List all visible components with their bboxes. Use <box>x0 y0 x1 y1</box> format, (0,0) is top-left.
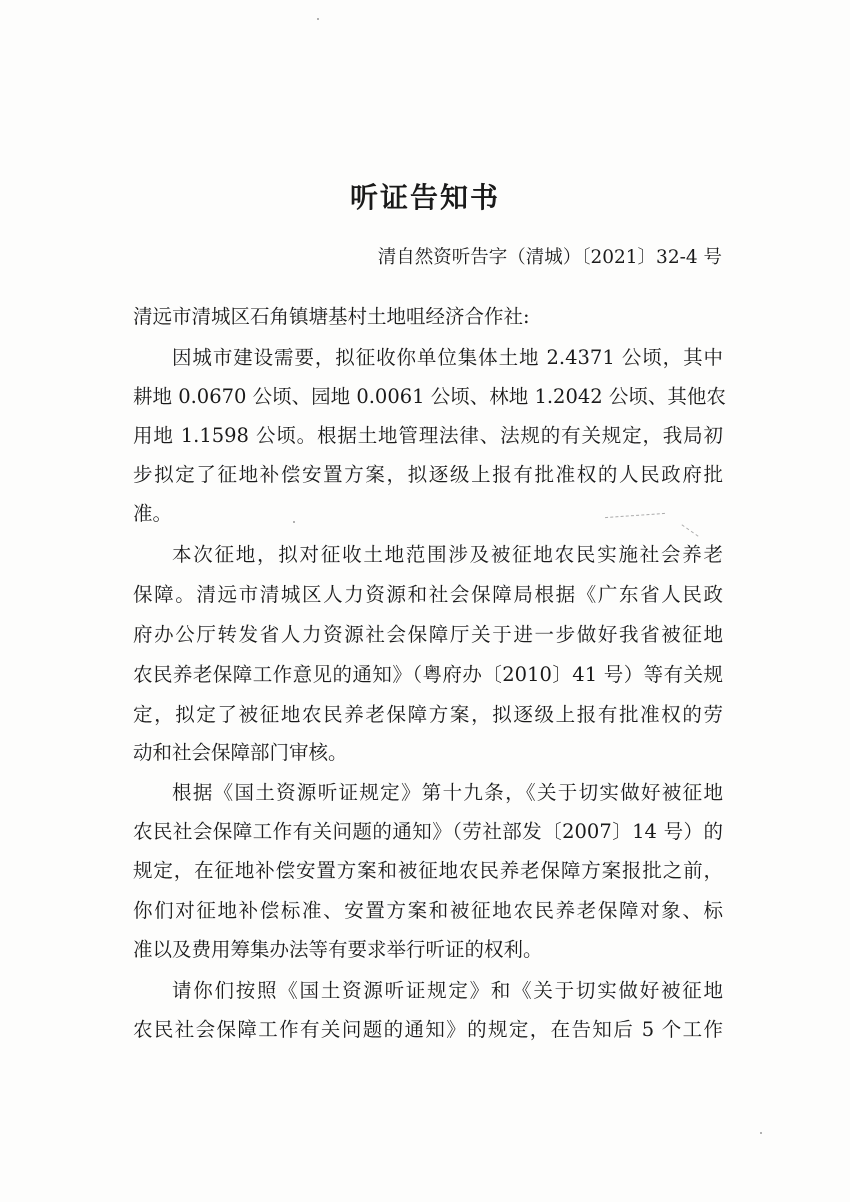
paragraph-line: 耕地 0.0670 公顷、园地 0.0061 公顷、林地 1.2042 公顷、其他农 <box>133 385 726 408</box>
paragraph-line: 你们对征地补偿标准、安置方案和被征地农民养老保障对象、标 <box>133 899 723 922</box>
page-title: 听证告知书 <box>349 181 500 214</box>
paragraph-line: 本次征地，拟对征收土地范围涉及被征地农民实施社会养老 <box>172 543 723 566</box>
paragraph-line: 用地 1.1598 公顷。根据土地管理法律、法规的有关规定，我局初 <box>133 424 723 447</box>
scan-speck <box>760 1132 762 1134</box>
paragraph-line: 保障。清远市清城区人力资源和社会保障局根据《广东省人民政 <box>133 583 723 606</box>
paragraph-line: 根据《国土资源听证规定》第十九条，《关于切实做好被征地 <box>172 781 723 804</box>
paragraph-line: 动和社会保障部门审核。 <box>133 741 348 764</box>
paragraph-line: 农民社会保障工作有关问题的通知》（劳社部发〔2007〕14 号）的 <box>133 820 723 843</box>
scan-speck <box>317 18 319 20</box>
paragraph-line: 步拟定了征地补偿安置方案，拟逐级上报有批准权的人民政府批 <box>133 463 723 486</box>
paragraph-line: 规定，在征地补偿安置方案和被征地农民养老保障方案报批之前， <box>133 859 723 882</box>
paragraph-line: 准。 <box>133 502 173 525</box>
document-number: 清自然资听告字（清城）〔2021〕32-4 号 <box>377 247 722 268</box>
paragraph-line: 农民养老保障工作意见的通知》（粤府办〔2010〕41 号）等有关规 <box>133 663 723 686</box>
paragraph-line: 农民社会保障工作有关问题的通知》的规定，在告知后 5 个工作 <box>133 1018 723 1041</box>
addressee: 清远市清城区石角镇塘基村土地咀经济合作社: <box>133 305 530 328</box>
paragraph-line: 准以及费用筹集办法等有要求举行听证的权利。 <box>133 938 543 961</box>
paragraph-line: 请你们按照《国土资源听证规定》和《关于切实做好被征地 <box>172 979 723 1002</box>
paragraph-line: 因城市建设需要，拟征收你单位集体土地 2.4371 公顷，其中 <box>172 346 723 369</box>
paragraph-line: 府办公厅转发省人力资源社会保障厅关于进一步做好我省被征地 <box>133 623 723 646</box>
paragraph-line: 定，拟定了被征地农民养老保障方案，拟逐级上报有批准权的劳 <box>133 703 723 726</box>
